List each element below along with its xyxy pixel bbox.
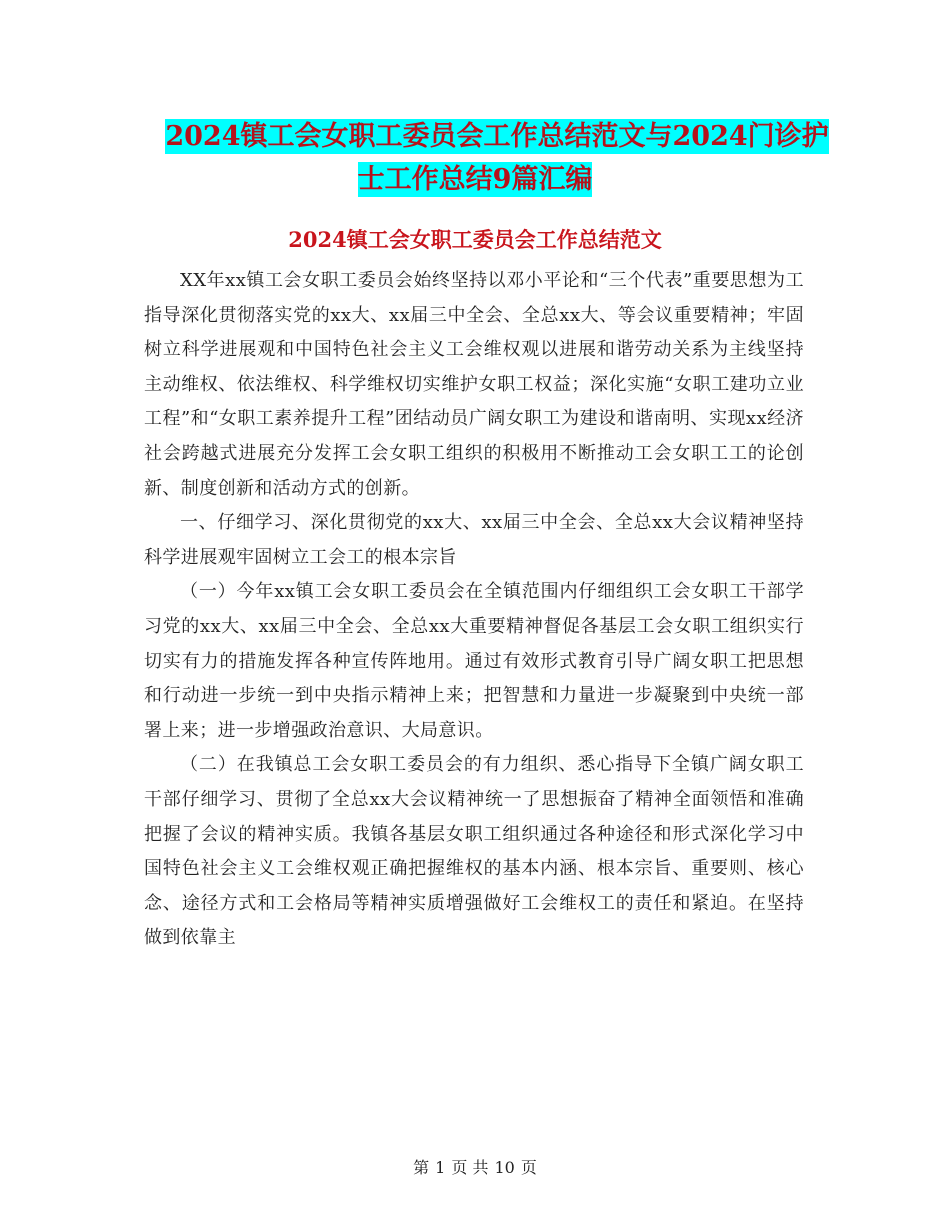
footer-middle: 页 共	[451, 1158, 489, 1177]
paragraph-heading-1: 一、仔细学习、深化贯彻党的xx大、xx届三中全会、全总xx大会议精神坚持科学进展观牢固树立工会工的根本宗旨	[144, 512, 804, 568]
paragraph-point-2: （二）在我镇总工会女职工委员会的有力组织、悉心指导下全镇广阔女职工干部仔细学习、贯彻了全总xx大会议精神统一了思想振奋了精神全面领悟和准确把握了会议的精神实质。我镇各基层女职工组织通过各种途径和形式深化学习中国特色社会主义工会维权观正确把握维权的基本内涵、根本宗旨、重要则、核心念、途径方式和工会格局等精神实质增强做好工会维权工的责任和紧迫。在坚持做到依靠主	[144, 754, 804, 949]
title-highlight-1: 2024镇工会女职工委员会工作总结范文与2024门诊护	[165, 121, 829, 152]
document-title-line-2	[0, 157, 950, 196]
footer-current-page: 1	[435, 1158, 446, 1177]
paragraph-point-1: （一）今年xx镇工会女职工委员会在全镇范围内仔细组织工会女职工干部学习党的xx大、xx届三中全会、全总xx大重要精神督促各基层工会女职工组织实行切实有力的措施发挥各种宣传阵地用。通过有效形式教育引导广阔女职工把思想和行动进一步统一到中央指示精神上来；把智慧和力量进一步凝聚到中央统一部署上来；进一步增强政治意识、大局意识。	[144, 581, 804, 741]
footer-prefix: 第	[413, 1158, 430, 1177]
document-body	[144, 264, 804, 956]
document-title-line-1	[22, 114, 950, 153]
page-footer	[0, 1155, 950, 1178]
paragraph-intro: XX年xx镇工会女职工委员会始终坚持以邓小平论和“三个代表”重要思想为工指导深化贯彻落实党的xx大、xx届三中全会、全总xx大、等会议重要精神；牢固树立科学进展观和中国特色社会主义工会维权观以进展和谐劳动关系为主线坚持主动维权、依法维权、科学维权切实维护女职工权益；深化实施“女职工建功立业工程”和“女职工素养提升工程”团结动员广阔女职工为建设和谐南明、实现xx经济社会跨越式进展充分发挥工会女职工组织的积极用不断推动工会女职工工的论创新、制度创新和活动方式的创新。	[144, 270, 804, 499]
footer-suffix: 页	[520, 1158, 537, 1177]
section-title: 2024镇工会女职工委员会工作总结范文	[288, 227, 662, 252]
title-highlight-2: 士工作总结9篇汇编	[357, 164, 593, 195]
footer-total-pages: 10	[494, 1158, 515, 1177]
